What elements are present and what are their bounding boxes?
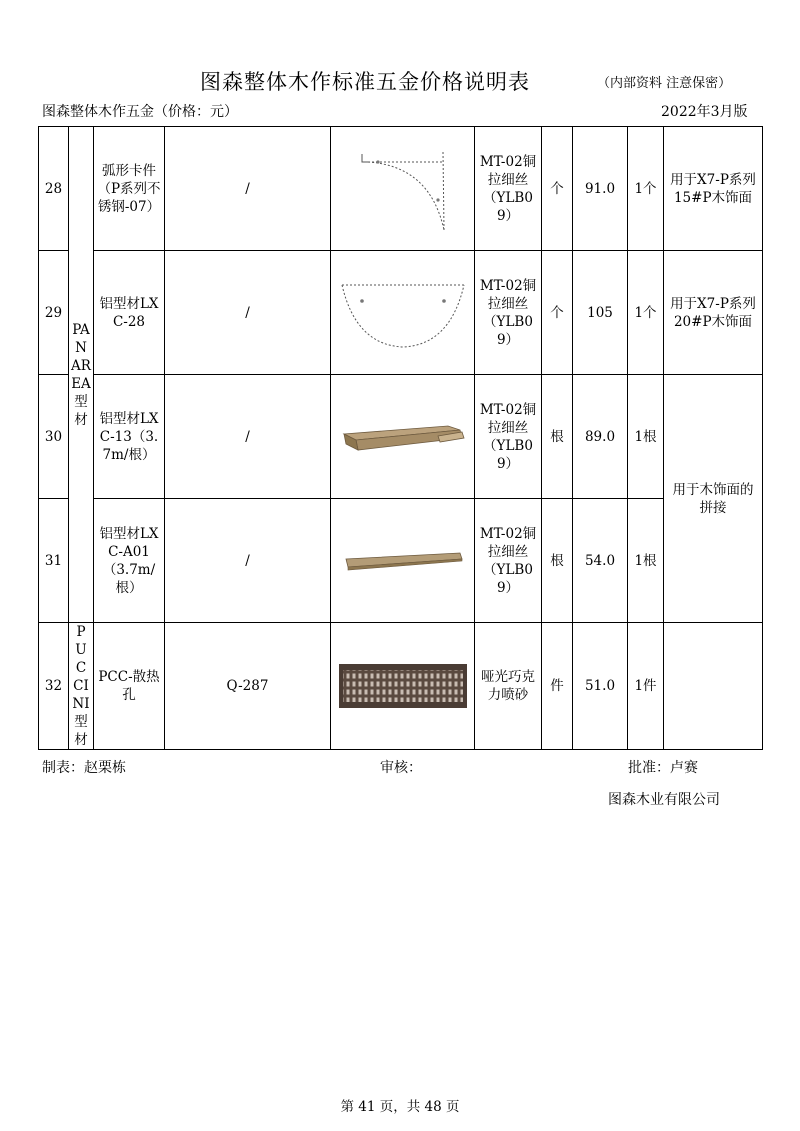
- item-finish: MT-02铜拉细丝（YLB09）: [475, 499, 542, 623]
- item-qty: 1件: [628, 623, 664, 750]
- item-number: 29: [39, 251, 69, 375]
- item-price: 105: [573, 251, 628, 375]
- reviewer-label: 审核：: [380, 760, 422, 776]
- table-row: [39, 251, 763, 375]
- maker-label: 制表：赵栗栋: [42, 760, 126, 776]
- item-note: 用于X7-P系列15#P木饰面: [664, 127, 763, 251]
- item-price: 51.0: [573, 623, 628, 750]
- table-row: [39, 127, 763, 251]
- item-note: 用于木饰面的拼接: [664, 375, 763, 623]
- item-image: [331, 375, 475, 499]
- item-name: 铝型材LXC-13（3.7m/根）: [94, 375, 165, 499]
- item-number: 28: [39, 127, 69, 251]
- item-qty: 1根: [628, 499, 664, 623]
- item-image: [331, 127, 475, 251]
- item-name: 弧形卡件（P系列不锈钢-07）: [94, 127, 165, 251]
- item-image: [331, 251, 475, 375]
- table-subtitle: 图森整体木作五金（价格：元）: [42, 104, 238, 120]
- confidential-note: （内部资料 注意保密）: [597, 76, 732, 91]
- item-qty: 1个: [628, 251, 664, 375]
- item-unit: 个: [542, 251, 573, 375]
- item-number: 30: [39, 375, 69, 499]
- item-price: 54.0: [573, 499, 628, 623]
- item-finish: MT-02铜拉细丝（YLB09）: [475, 127, 542, 251]
- item-qty: 1根: [628, 375, 664, 499]
- category-puccini: PUCCINI型材: [69, 623, 94, 750]
- item-unit: 个: [542, 127, 573, 251]
- item-finish: MT-02铜拉细丝（YLB09）: [475, 375, 542, 499]
- item-model: /: [165, 251, 331, 375]
- table-row: [39, 375, 763, 499]
- item-name: 铝型材LXC-A01（3.7m/根）: [94, 499, 165, 623]
- approver-label: 批准：卢赛: [628, 760, 698, 776]
- company-name: 图森木业有限公司: [608, 792, 720, 808]
- category-panarea: PANAREA型材: [69, 127, 94, 623]
- edition-date: 2022年3月版: [661, 104, 748, 120]
- item-note: 用于X7-P系列20#P木饰面: [664, 251, 763, 375]
- page-number: 第 41 页，共 48 页: [340, 1099, 460, 1115]
- item-price: 91.0: [573, 127, 628, 251]
- item-qty: 1个: [628, 127, 664, 251]
- item-unit: 根: [542, 499, 573, 623]
- item-number: 31: [39, 499, 69, 623]
- item-model: /: [165, 499, 331, 623]
- flat-profile-image: [338, 543, 468, 579]
- item-name: PCC-散热孔: [94, 623, 165, 750]
- item-unit: 根: [542, 375, 573, 499]
- item-image: [331, 499, 475, 623]
- item-finish: 哑光巧克力喷砂: [475, 623, 542, 750]
- half-round-profile-image: [336, 273, 470, 353]
- item-note: [664, 623, 763, 750]
- item-name: 铝型材LXC-28: [94, 251, 165, 375]
- arc-clip-image: [338, 144, 468, 234]
- table-row: [39, 623, 763, 750]
- vent-grille-image: [339, 664, 467, 708]
- item-image: [331, 623, 475, 750]
- item-price: 89.0: [573, 375, 628, 499]
- item-unit: 件: [542, 623, 573, 750]
- l-profile-image: [338, 412, 468, 462]
- item-finish: MT-02铜拉细丝（YLB09）: [475, 251, 542, 375]
- item-model: Q-287: [165, 623, 331, 750]
- item-model: /: [165, 375, 331, 499]
- table-row: [39, 499, 763, 623]
- item-model: /: [165, 127, 331, 251]
- page-title: 图森整体木作标准五金价格说明表: [200, 70, 530, 94]
- item-number: 32: [39, 623, 69, 750]
- price-table: [38, 126, 763, 750]
